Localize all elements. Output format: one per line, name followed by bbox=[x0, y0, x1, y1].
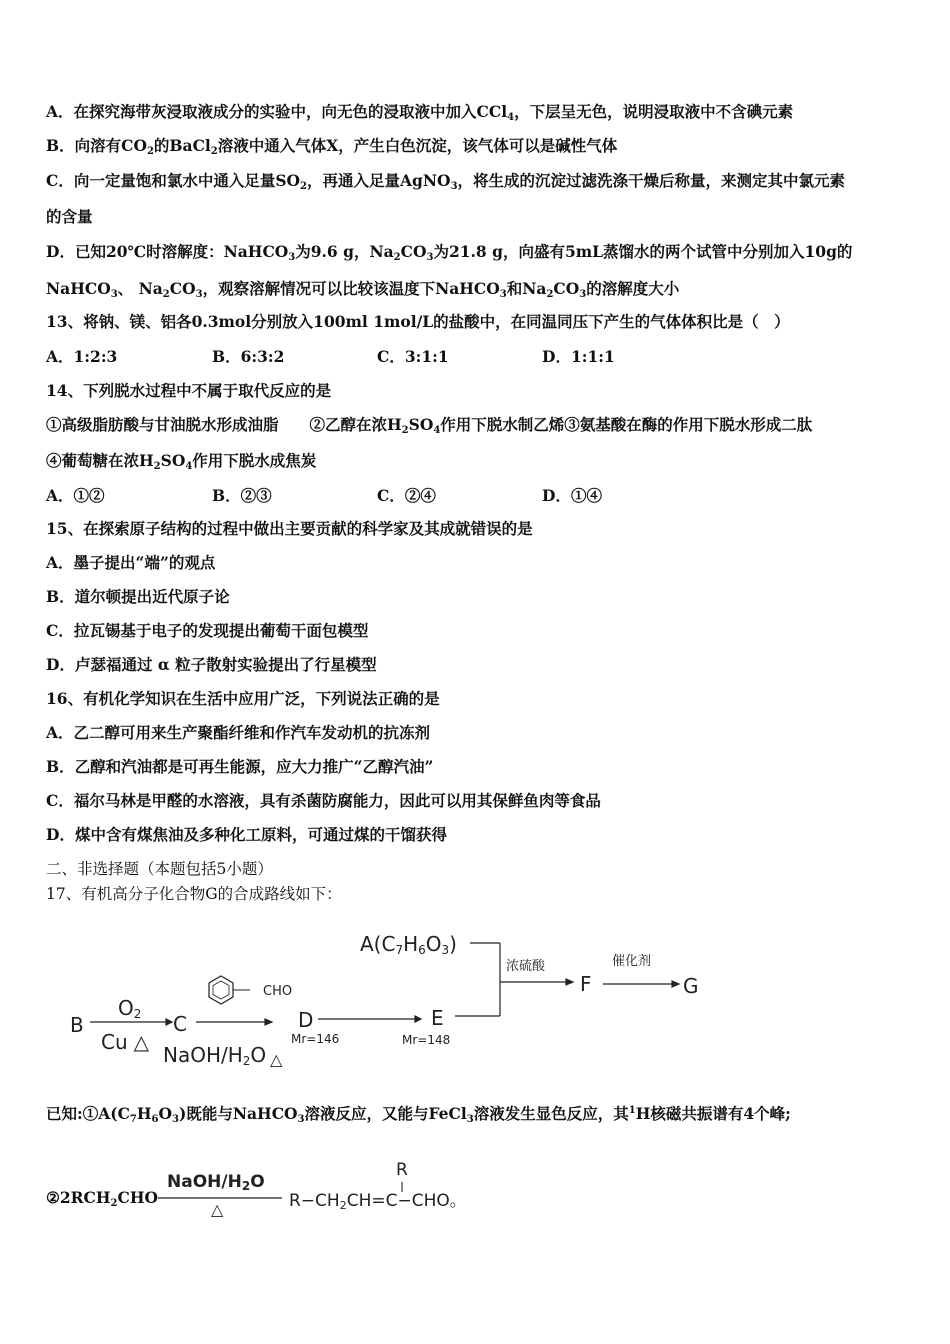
compound-c: C bbox=[173, 1012, 187, 1036]
mr-d: Mr=146 bbox=[291, 1032, 340, 1046]
q13-option-c[interactable]: C．3:1:1 bbox=[377, 347, 449, 366]
subscript: 2 bbox=[401, 425, 409, 436]
q14-option-a[interactable]: A．①② bbox=[46, 486, 105, 505]
text: A．在探究海带灰浸取液成分的实验中，向无色的浸取液中加入CCl bbox=[46, 102, 508, 121]
q15-option-b[interactable]: B．道尔顿提出近代原子论 bbox=[46, 587, 230, 606]
subscript: 3 bbox=[426, 252, 434, 263]
reagent-h2so4: 浓硫酸 bbox=[506, 959, 546, 974]
text: CHO bbox=[117, 1188, 158, 1207]
subscript: 3 bbox=[441, 943, 450, 957]
q14-option-b[interactable]: B．②③ bbox=[212, 486, 272, 505]
text: H bbox=[136, 1104, 152, 1123]
subscript: 3 bbox=[110, 289, 118, 300]
subscript: 7 bbox=[395, 943, 404, 957]
arrowhead-to-f bbox=[566, 979, 573, 985]
text: 为9.6 g，Na bbox=[295, 242, 394, 261]
subscript: 2 bbox=[110, 1198, 118, 1209]
known2-r-substituent: R bbox=[396, 1160, 408, 1180]
benzaldehyde-cho: CHO bbox=[263, 984, 293, 999]
subscript: 3 bbox=[195, 289, 203, 300]
subscript: 2 bbox=[162, 289, 170, 300]
q15-option-a[interactable]: A．墨子提出“端”的观点 bbox=[46, 553, 216, 572]
text: 溶液发生显色反应，其 bbox=[473, 1104, 629, 1123]
compound-f: F bbox=[580, 972, 592, 996]
subscript: 2 bbox=[393, 252, 401, 263]
q16-option-d[interactable]: D．煤中含有煤焦油及多种化工原料，可通过煤的干馏获得 bbox=[46, 825, 447, 844]
text: D．已知20℃时溶解度：NaHCO bbox=[46, 242, 289, 261]
text: SO bbox=[160, 451, 186, 470]
compound-e: E bbox=[431, 1006, 444, 1030]
text: ，下层呈无色，说明浸取液中不含碘元素 bbox=[514, 102, 794, 121]
text: 14、下列脱水过程中不属于取代反应的是 bbox=[46, 381, 332, 400]
subscript: 4 bbox=[185, 461, 193, 472]
superscript: 1 bbox=[628, 1105, 636, 1116]
known2-condition bbox=[167, 1172, 265, 1193]
subscript: 2 bbox=[300, 181, 308, 192]
text: )既能与NaHCO bbox=[179, 1104, 298, 1123]
text: 16、有机化学知识在生活中应用广泛，下列说法正确的是 bbox=[46, 689, 440, 708]
mr-e: Mr=148 bbox=[402, 1033, 451, 1047]
compound-g: G bbox=[683, 974, 699, 998]
text: B．向溶有CO bbox=[46, 136, 147, 155]
subscript: 2 bbox=[146, 146, 154, 157]
q13-option-a[interactable]: A．1:2:3 bbox=[46, 347, 118, 366]
subscript: 3 bbox=[297, 1114, 305, 1125]
subscript: 3 bbox=[172, 1114, 179, 1125]
text: ①高级脂肪酸与甘油脱水形成油脂 ②乙醇在浓H bbox=[46, 415, 402, 434]
text: 溶液反应，又能与FeCl bbox=[304, 1104, 467, 1123]
q14-option-d[interactable]: D．①④ bbox=[542, 486, 602, 505]
compound-b: B bbox=[70, 1013, 84, 1037]
text: 的BaCl bbox=[153, 136, 211, 155]
reagent-cu bbox=[101, 1030, 149, 1054]
text: R−CH bbox=[289, 1191, 340, 1211]
arrowhead-f-g bbox=[672, 981, 679, 987]
q16-option-c[interactable]: C．福尔马林是甲醛的水溶液，具有杀菌防腐能力，因此可以用其保鲜鱼肉等食品 bbox=[46, 791, 601, 810]
subscript: 2 bbox=[133, 1007, 142, 1021]
subscript: 2 bbox=[210, 146, 218, 157]
text: C．向一定量饱和氯水中通入足量SO bbox=[46, 171, 301, 190]
heat-triangle-icon: △ bbox=[133, 1030, 150, 1054]
subscript: 3 bbox=[450, 181, 458, 192]
subscript: 3 bbox=[466, 1114, 474, 1125]
text: ，观察溶解情况可以比较该温度下NaHCO bbox=[202, 279, 500, 298]
subscript: 6 bbox=[151, 1114, 159, 1125]
text: SO bbox=[408, 415, 434, 434]
text: 的溶解度大小 bbox=[586, 279, 680, 298]
reagent-o2 bbox=[118, 996, 141, 1021]
q13-option-d[interactable]: D．1:1:1 bbox=[542, 347, 615, 366]
text: CO bbox=[169, 279, 196, 298]
text: CO bbox=[553, 279, 580, 298]
subscript: 6 bbox=[418, 943, 426, 957]
section-heading: 二、非选择题（本题包括5小题） bbox=[46, 860, 273, 878]
subscript: 2 bbox=[241, 1179, 251, 1193]
q14-option-c[interactable]: C．②④ bbox=[377, 486, 436, 505]
text: 的含量 bbox=[46, 207, 93, 226]
subscript: 2 bbox=[339, 1199, 347, 1212]
text: H核磁共振谱有4个峰; bbox=[635, 1104, 791, 1123]
text: 已知:①A(C bbox=[46, 1104, 130, 1123]
text: NaHCO bbox=[46, 279, 111, 298]
arrowhead-b-c bbox=[166, 1019, 172, 1025]
text: O bbox=[425, 932, 442, 956]
subscript: 3 bbox=[579, 289, 587, 300]
text: ，将生成的沉淀过滤洗涤干燥后称量，来测定其中氯元素 bbox=[457, 171, 846, 190]
text: ④葡萄糖在浓H bbox=[46, 451, 154, 470]
text: 15、在探索原子结构的过程中做出主要贡献的科学家及其成就错误的是 bbox=[46, 519, 533, 538]
text: NaOH/H bbox=[167, 1172, 242, 1192]
text: A(C bbox=[360, 932, 396, 956]
q13-option-b[interactable]: B．6:3:2 bbox=[212, 347, 285, 366]
q17-known-2-reactant bbox=[46, 1188, 158, 1214]
text: 作用下脱水成焦炭 bbox=[192, 451, 317, 470]
text: O bbox=[158, 1104, 173, 1123]
text: 、 Na bbox=[117, 279, 163, 298]
text: O bbox=[250, 1172, 265, 1192]
text: Cu bbox=[101, 1030, 128, 1054]
q15-option-d[interactable]: D．卢瑟福通过 α 粒子散射实验提出了行星模型 bbox=[46, 655, 377, 674]
q17-known-1 bbox=[46, 1101, 791, 1130]
known2-heat-icon: △ bbox=[211, 1200, 224, 1219]
text: ，再通入足量AgNO bbox=[307, 171, 451, 190]
reagent-naoh bbox=[163, 1043, 282, 1069]
benzene-inner-ring bbox=[213, 981, 229, 999]
compound-a bbox=[360, 932, 457, 957]
text: 溶液中通入气体X，产生白色沉淀，该气体可以是碱性气体 bbox=[217, 136, 618, 155]
heat-triangle-icon: △ bbox=[270, 1050, 283, 1069]
text: CH=C−CHO bbox=[346, 1191, 450, 1211]
q16-option-a[interactable]: A．乙二醇可用来生产聚酯纤维和作汽车发动机的抗冻剂 bbox=[46, 723, 431, 742]
subscript: 2 bbox=[546, 289, 554, 300]
text: ) bbox=[449, 932, 457, 956]
text: 为21.8 g，向盛有5mL蒸馏水的两个试管中分别加入10g的 bbox=[433, 242, 853, 261]
q15-option-c[interactable]: C．拉瓦锡基于电子的发现提出葡萄干面包模型 bbox=[46, 621, 369, 640]
text: H bbox=[403, 932, 419, 956]
subscript: 2 bbox=[242, 1054, 251, 1068]
subscript: 3 bbox=[499, 289, 507, 300]
text: 作用下脱水制乙烯③氨基酸在酶的作用下脱水形成二肽 bbox=[440, 415, 813, 434]
q16-option-b[interactable]: B．乙醇和汽油都是可再生能源，应大力推广“乙醇汽油” bbox=[46, 757, 434, 776]
subscript: 4 bbox=[507, 112, 515, 123]
reagent-catalyst: 催化剂 bbox=[612, 954, 652, 969]
arrowhead-d-e bbox=[415, 1016, 421, 1022]
text: 13、将钠、镁、铝各0.3mol分别放入100ml 1mol/L的盐酸中，在同温同压下产生的气体体积比是（ ） bbox=[46, 312, 790, 331]
subscript: 7 bbox=[129, 1114, 137, 1125]
text: NaOH/H bbox=[163, 1043, 243, 1067]
q17-stem: 17、有机高分子化合物G的合成路线如下： bbox=[46, 885, 342, 903]
text: 。 bbox=[449, 1191, 467, 1211]
text: ②2RCH bbox=[46, 1188, 111, 1207]
text: CO bbox=[400, 242, 427, 261]
subscript: 2 bbox=[153, 461, 161, 472]
known2-product bbox=[289, 1186, 467, 1212]
subscript: 3 bbox=[288, 252, 296, 263]
subscript: 4 bbox=[433, 425, 441, 436]
text: 和Na bbox=[506, 279, 547, 298]
text: O bbox=[250, 1043, 267, 1067]
arrowhead-c-d bbox=[265, 1019, 272, 1025]
text: O bbox=[118, 996, 134, 1020]
compound-d: D bbox=[298, 1008, 314, 1032]
